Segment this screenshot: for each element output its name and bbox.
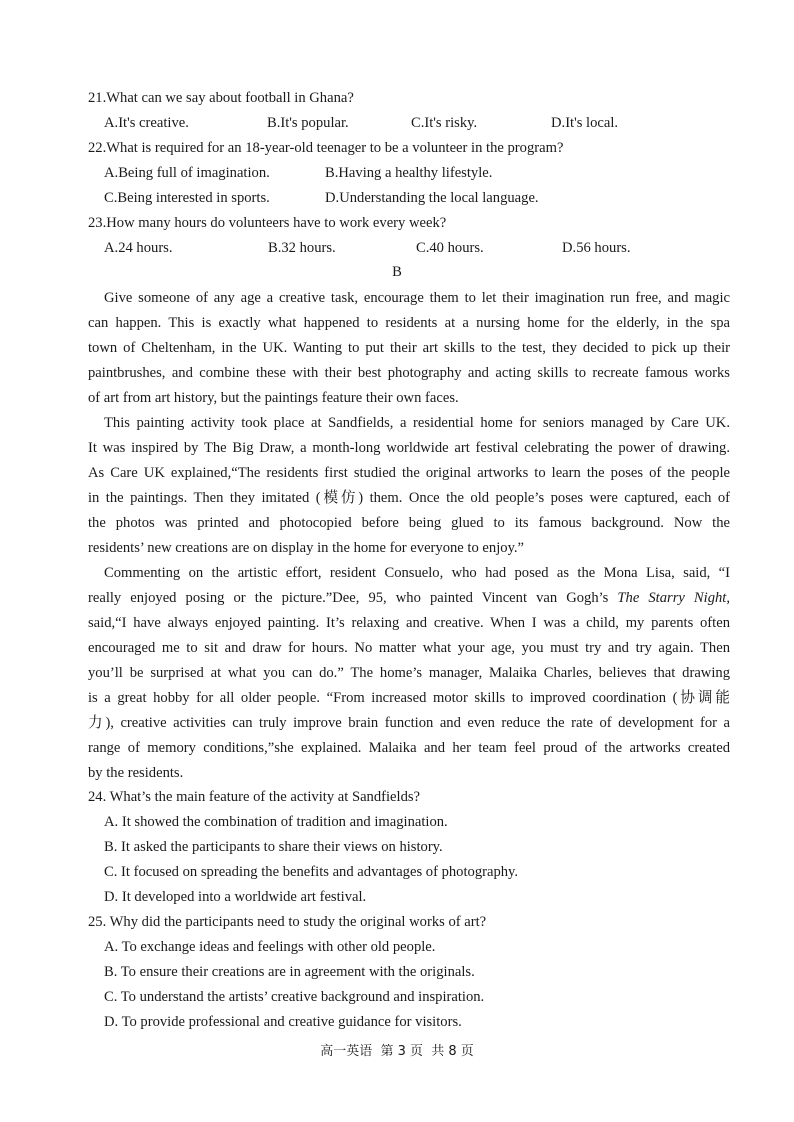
q22-option-c: C.Being interested in sports. xyxy=(104,190,270,206)
section-b-heading: B xyxy=(392,264,402,280)
passage-text: , xyxy=(726,590,731,606)
q23-option-a: A.24 hours. xyxy=(104,240,173,256)
q25-option-d: D. To provide professional and creative guidance for visitors. xyxy=(104,1014,462,1030)
passage-line: As Care UK explained,“The residents first studied the original artworks to learn the poses of the people xyxy=(88,465,730,481)
passage-line: you’ll be surprised at what you can do.” The home’s manager, Malaika Charles, believes that drawing xyxy=(88,665,730,681)
q22-option-d: D.Understanding the local language. xyxy=(325,190,539,206)
passage-line: Give someone of any age a creative task, encourage them to let their imagination run free, and magic xyxy=(104,290,730,306)
passage-line: It was inspired by The Big Draw, a month-long worldwide art festival celebrating the power of drawing. xyxy=(88,440,730,456)
passage-line: paintbrushes, and combine these with their best photography and acting skills to recreate famous works xyxy=(88,365,730,381)
q21-option-d: D.It's local. xyxy=(551,115,619,131)
q21-option-c: C.It's risky. xyxy=(411,115,478,131)
q24-option-c: C. It focused on spreading the benefits and advantages of photography. xyxy=(104,864,519,880)
passage-line: can happen. This is exactly what happened to residents at a nursing home for the elderly, in the spa xyxy=(88,315,730,331)
q25-option-c: C. To understand the artists’ creative background and inspiration. xyxy=(104,989,485,1005)
question-23-stem: 23.How many hours do volunteers have to work every week? xyxy=(88,215,447,231)
q22-option-b: B.Having a healthy lifestyle. xyxy=(325,165,493,181)
passage-line: residents’ new creations are on display in the home for everyone to enjoy.” xyxy=(88,540,525,556)
passage-line: of art from art history, but the paintings feature their own faces. xyxy=(88,390,459,406)
q25-option-a: A. To exchange ideas and feelings with other old people. xyxy=(104,939,436,955)
q25-option-b: B. To ensure their creations are in agreement with the originals. xyxy=(104,964,475,980)
passage-line: in the paintings. Then they imitated (模仿) them. Once the old people’s poses were captured, each of xyxy=(88,490,730,506)
q23-option-c: C.40 hours. xyxy=(416,240,484,256)
q24-option-d: D. It developed into a worldwide art festival. xyxy=(104,889,367,905)
q23-option-b: B.32 hours. xyxy=(268,240,336,256)
q21-option-b: B.It's popular. xyxy=(267,115,349,131)
passage-text: really enjoyed posing or the picture.”Dee, 95, who painted Vincent van Gogh’s xyxy=(88,590,618,606)
painting-title: The Starry Night xyxy=(617,590,727,606)
passage-line: range of memory conditions,”she explained. Malaika and her team feel proud of the artworks created xyxy=(88,740,730,756)
question-21-stem: 21.What can we say about football in Ghana? xyxy=(88,90,354,106)
passage-line: is a great hobby for all older people. “From increased motor skills to improved coordination (协调能 xyxy=(88,690,730,706)
q22-option-a: A.Being full of imagination. xyxy=(104,165,270,181)
question-24-stem: 24. What’s the main feature of the activity at Sandfields? xyxy=(88,789,421,805)
page-footer: 高一英语 第 3 页 共 8 页 xyxy=(320,1044,474,1059)
passage-line: said,“I have always enjoyed painting. It’s relaxing and creative. When I was a child, my parents often xyxy=(88,615,730,631)
passage-line: encouraged me to sit and draw for hours. No matter what your age, you must try and try again. Then xyxy=(88,640,730,656)
q24-option-b: B. It asked the participants to share their views on history. xyxy=(104,839,443,855)
question-22-stem: 22.What is required for an 18-year-old teenager to be a volunteer in the program? xyxy=(88,140,564,156)
passage-line: town of Cheltenham, in the UK. Wanting to put their art skills to the test, they decided to pick up their xyxy=(88,340,730,356)
passage-line: Commenting on the artistic effort, resident Consuelo, who had posed as the Mona Lisa, said, “I xyxy=(104,565,730,581)
q23-option-d: D.56 hours. xyxy=(562,240,631,256)
passage-line: This painting activity took place at Sandfields, a residential home for seniors managed by Care UK. xyxy=(104,415,730,431)
q24-option-a: A. It showed the combination of tradition and imagination. xyxy=(104,814,448,830)
question-25-stem: 25. Why did the participants need to study the original works of art? xyxy=(88,914,487,930)
passage-line-with-title xyxy=(88,588,730,608)
passage-line: by the residents. xyxy=(88,765,184,781)
passage-line: the photos was printed and photocopied before being glued to its famous background. Now the xyxy=(88,515,730,531)
q21-option-a: A.It's creative. xyxy=(104,115,189,131)
passage-line: 力), creative activities can truly improve brain function and even reduce the rate of development for a xyxy=(88,715,730,731)
